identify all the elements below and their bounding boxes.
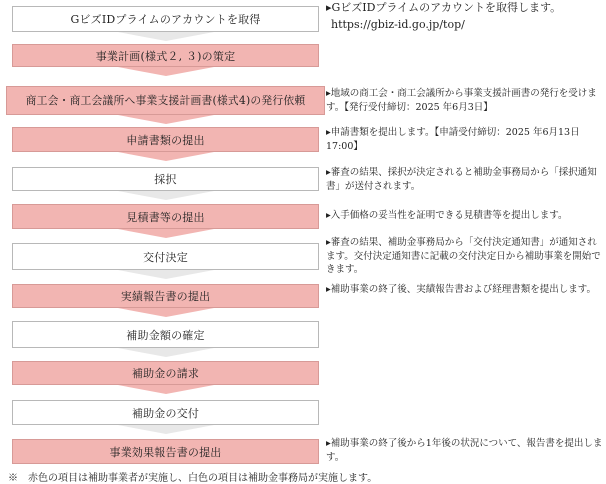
step-box: 補助金額の確定 (12, 321, 319, 348)
arrow-down-icon (118, 229, 214, 238)
step-box: 事業計画(様式２, ３)の策定 (12, 44, 319, 67)
arrow-down-icon (118, 32, 214, 41)
step-box: GビズIDプライムのアカウントを取得 (12, 6, 319, 32)
footer-note: ※ 赤色の項目は補助事業者が実施し、白色の項目は補助金事務局が実施します。 (8, 473, 378, 484)
step-kofu (12, 400, 319, 433)
arrow-down-icon (118, 115, 214, 124)
step-shinsei (12, 127, 319, 160)
arrow-down-icon (118, 308, 214, 317)
note-saitaku: ▸審査の結果、採択が決定されると補助金事務局から「採択通知書」が送付されます。 (326, 167, 597, 192)
step-box: 見積書等の提出 (12, 204, 319, 229)
step-box: 商工会・商工会議所へ事業支援計画書(様式4)の発行依頼 (6, 86, 325, 115)
step-kakutei (12, 321, 319, 356)
step-koka-hokoku (12, 439, 319, 465)
step-box: 交付決定 (12, 243, 319, 270)
arrow-down-icon (118, 348, 214, 357)
note-mitsumori: ▸入手価格の妥当性を証明できる見積書等を提出します。 (326, 210, 568, 221)
step-gbiz (12, 6, 319, 40)
note-shinsei: ▸申請書類を提出します。【申請受付締切：2025 年6月13日 17:00】 (326, 127, 580, 152)
note-gbiz: ▸GビズIDプライムのアカウントを取得します。 (326, 1, 562, 14)
step-box: 補助金の請求 (12, 361, 319, 385)
note-kofu: ▸審査の結果、補助金事務局から「交付決定通知書」が通知されます。交付決定通知書に記載の交付決定日から補助事業を開始できます。 (326, 237, 601, 275)
step-box: 補助金の交付 (12, 400, 319, 425)
step-box: 実績報告書の提出 (12, 284, 319, 308)
arrow-down-icon (118, 385, 214, 394)
step-saitaku (12, 167, 319, 199)
arrow-down-icon (118, 425, 214, 434)
note-jisseki: ▸補助事業の終了後、実績報告書および経理書類を提出します。 (326, 284, 597, 295)
step-jisseki (12, 284, 319, 316)
note-koka: ▸補助事業の終了後から1年後の状況について、報告書を提出します。 (326, 438, 603, 463)
step-shien-keikaku (12, 86, 319, 124)
step-seikyu (12, 361, 319, 393)
arrow-down-icon (118, 270, 214, 279)
step-box: 事業効果報告書の提出 (12, 439, 319, 464)
note-shien: ▸地域の商工会・商工会議所から事業支援計画書の発行を受けます。【発行受付締切：2025 年6月3日】 (326, 88, 597, 113)
arrow-down-icon (118, 152, 214, 161)
step-mitsumori (12, 204, 319, 237)
step-kofu-kettei (12, 243, 319, 278)
arrow-down-icon (118, 191, 214, 200)
step-box: 採択 (12, 167, 319, 191)
gbiz-url: https://gbiz-id.go.jp/top/ (331, 18, 465, 31)
step-jigyo-keikaku (12, 44, 319, 76)
arrow-down-icon (118, 67, 214, 76)
step-box: 申請書類の提出 (12, 127, 319, 152)
